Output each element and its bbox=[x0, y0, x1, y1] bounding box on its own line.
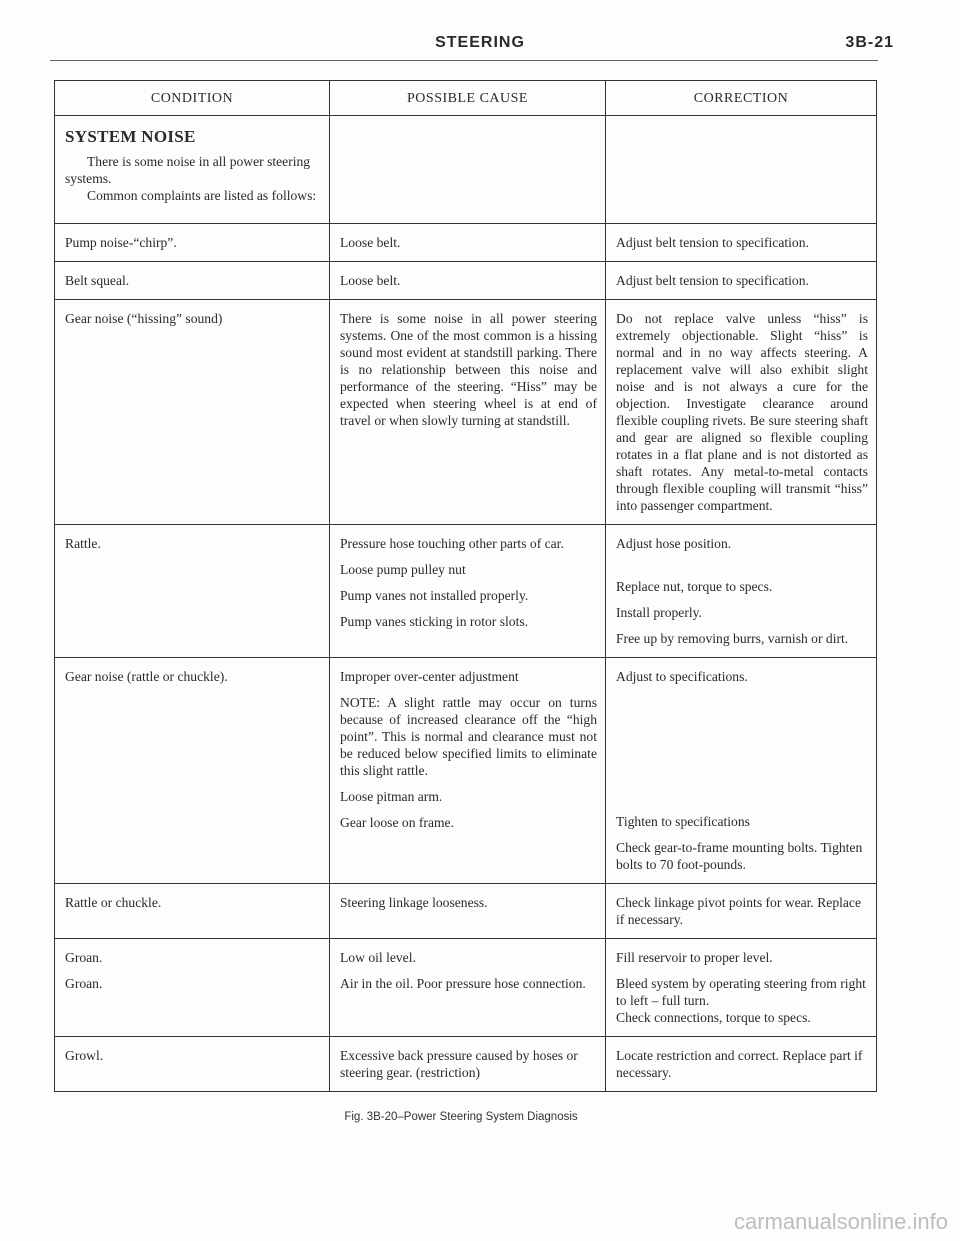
table-row bbox=[55, 300, 877, 525]
correction-cell bbox=[606, 116, 877, 224]
diagnosis-table bbox=[54, 80, 877, 1092]
table-row bbox=[55, 262, 877, 300]
correction-text: Adjust belt tension to specification. bbox=[616, 235, 809, 250]
page-number: 3B-21 bbox=[845, 34, 894, 51]
correction-text: Locate restriction and correct. Replace part if necessary. bbox=[616, 1048, 863, 1080]
table-row bbox=[55, 525, 877, 658]
correction-text: Install properly. bbox=[616, 605, 702, 620]
table-row bbox=[55, 939, 877, 1037]
cause-text: Low oil level. bbox=[340, 950, 416, 965]
system-noise-title: SYSTEM NOISE bbox=[65, 127, 196, 146]
table-row bbox=[55, 1037, 877, 1092]
condition-cell bbox=[55, 116, 330, 224]
correction-text: Adjust hose position. bbox=[616, 536, 732, 551]
condition-text: Rattle. bbox=[65, 536, 101, 551]
cause-text: Pump vanes sticking in rotor slots. bbox=[340, 614, 529, 629]
condition-text: Pump noise-“chirp”. bbox=[65, 235, 177, 250]
correction-text: Free up by removing burrs, varnish or dirt. bbox=[616, 631, 849, 646]
cause-text: Loose belt. bbox=[340, 235, 401, 250]
condition-text: Groan. bbox=[65, 950, 103, 965]
condition-text: Gear noise (rattle or chuckle). bbox=[65, 669, 228, 684]
cause-text: Pressure hose touching other parts of car. bbox=[340, 536, 564, 551]
correction-text: Fill reservoir to proper level. bbox=[616, 950, 773, 965]
cause-text: Excessive back pressure caused by hoses or steering gear. (restriction) bbox=[340, 1048, 578, 1080]
page-header bbox=[0, 30, 960, 60]
correction-text: Replace nut, torque to specs. bbox=[616, 579, 773, 594]
cause-text: Loose belt. bbox=[340, 273, 401, 288]
table-row bbox=[55, 116, 877, 224]
column-header-condition: CONDITION bbox=[55, 81, 330, 116]
intro-text: Common complaints are listed as follows: bbox=[87, 188, 317, 203]
cause-text: Steering linkage looseness. bbox=[340, 895, 488, 910]
cause-text: Pump vanes not installed properly. bbox=[340, 588, 529, 603]
correction-text: Adjust to specifications. bbox=[616, 669, 748, 684]
correction-text: Do not replace valve unless “hiss” is extremely objectionable. Slight “hiss” is normal and in no way affects steering. A replacement valve will also exhibit slight noise and is not always a cure for the objection. Investigate clearance around flexible coupling rivets. Be sure steering shaft and gear are aligned so flexible coupling rotates in a flat plane and is not distorted as shaft rotates. Any metal-to-metal contacts through flexible coupling will transmit “hiss” into passenger compartment. bbox=[616, 311, 868, 513]
cause-text: Improper over-center adjustment bbox=[340, 669, 519, 684]
header-rule bbox=[50, 60, 878, 61]
condition-text: Gear noise (“hissing” sound) bbox=[65, 311, 223, 326]
table-row bbox=[55, 884, 877, 939]
table-row bbox=[55, 658, 877, 884]
cause-text: There is some noise in all power steering systems. One of the most common is a hissing sound most evident at standstill parking. There is no relationship between this noise and performance of the steering. “Hiss” may be expected when steering wheel is at end of travel or when slowly turning at standstill. bbox=[340, 311, 597, 428]
figure-caption: Fig. 3B-20–Power Steering System Diagnosis bbox=[344, 1111, 578, 1123]
cause-text: Loose pitman arm. bbox=[340, 789, 443, 804]
section-title: STEERING bbox=[435, 34, 525, 51]
table-header-row bbox=[55, 81, 877, 116]
condition-text: Rattle or chuckle. bbox=[65, 895, 162, 910]
table-row bbox=[55, 224, 877, 262]
correction-text: Bleed system by operating steering from right to left – full turn. bbox=[616, 976, 866, 1008]
correction-text: Check gear-to-frame mounting bolts. Tighten bolts to 70 foot-pounds. bbox=[616, 840, 863, 872]
condition-text: Groan. bbox=[65, 976, 103, 991]
correction-text: Tighten to specifications bbox=[616, 814, 750, 829]
watermark-link[interactable]: carmanualsonline.info bbox=[733, 1209, 948, 1234]
column-header-cause: POSSIBLE CAUSE bbox=[330, 81, 606, 116]
condition-text: Belt squeal. bbox=[65, 273, 130, 288]
note-text: NOTE: A slight rattle may occur on turns because of increased clearance off the “high point”. This is normal and clearance must not be reduced below specified limits to eliminate this slight rattle. bbox=[340, 695, 597, 778]
correction-text: Check connections, torque to specs. bbox=[616, 1010, 811, 1025]
correction-text: Adjust belt tension to specification. bbox=[616, 273, 809, 288]
cause-text: Gear loose on frame. bbox=[340, 815, 454, 830]
intro-text: There is some noise in all power steering systems. bbox=[65, 154, 311, 186]
correction-text: Check linkage pivot points for wear. Replace if necessary. bbox=[616, 895, 861, 927]
condition-text: Growl. bbox=[65, 1048, 104, 1063]
cause-text: Air in the oil. Poor pressure hose connection. bbox=[340, 976, 586, 991]
cause-text: Loose pump pulley nut bbox=[340, 562, 466, 577]
column-header-correction: CORRECTION bbox=[606, 81, 877, 116]
cause-cell bbox=[330, 116, 606, 224]
